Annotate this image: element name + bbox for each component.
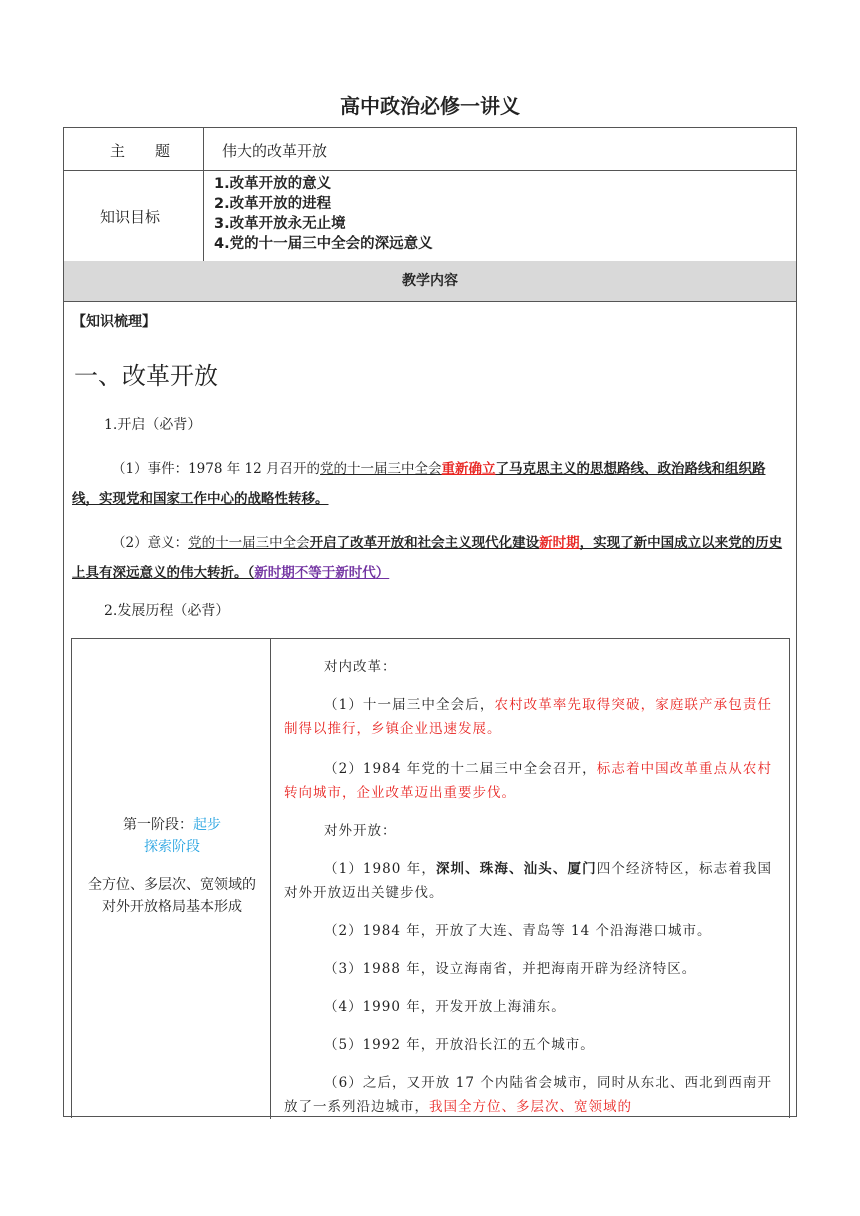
event-highlight: 重新确立	[441, 461, 496, 477]
domestic-1-highlight: 农村改革率先取得突破，家庭联产承包责任制得以推行，乡镇企业迅速发展。	[284, 697, 772, 737]
stage-description	[82, 814, 262, 928]
significance-lead: （2）意义：	[112, 535, 189, 551]
significance-bold-2: ，实现了新中国成立以来党的历史上具有深远意义的伟大转折。（	[72, 535, 783, 581]
foreign-1-lead: （1）1980 年，	[324, 861, 436, 877]
subheading-history: 2.发展历程（必背）	[104, 603, 230, 619]
objective-item: 1.改革开放的意义	[214, 176, 332, 192]
objective-item: 2.改革开放的进程	[214, 196, 332, 212]
foreign-6-lead: （6）之后，又开放 17 个内陆省会城市，同时从东北、西北到西南开放了一系列沿边城市，	[284, 1075, 772, 1115]
event-name: 党的十一届三中全会	[320, 461, 442, 477]
page-title: 高中政治必修一讲义	[340, 94, 520, 118]
objective-item: 4.党的十一届三中全会的深远意义	[214, 236, 433, 252]
event-rest: 了马克思主义的思想路线、政治路线和组织路线，实现党和国家工作中心的战略性转移。	[72, 461, 766, 507]
foreign-item-1	[284, 857, 772, 905]
stage-name: 起步	[193, 817, 221, 833]
objective-item: 3.改革开放永无止境	[214, 216, 346, 232]
foreign-item-6	[284, 1071, 772, 1119]
teaching-content-label: 教学内容	[402, 273, 458, 289]
foreign-1-rest: 四个经济特区，标志着我国对外开放迈出关键步伐。	[284, 861, 772, 901]
significance-event: 党的十一届三中全会	[188, 535, 310, 551]
domestic-title: 对内改革：	[324, 659, 397, 675]
stage-table	[71, 638, 790, 1118]
paragraph-significance	[72, 528, 792, 588]
topic-value: 伟大的改革开放	[222, 142, 328, 160]
foreign-item-4: （4）1990 年，开发开放上海浦东。	[324, 999, 566, 1015]
domestic-item-1	[284, 693, 772, 741]
objectives-list	[214, 174, 433, 254]
row-divider	[64, 170, 796, 171]
column-divider	[203, 128, 204, 261]
subheading-start: 1.开启（必背）	[104, 417, 202, 433]
domestic-2-lead: （2）1984 年党的十二届三中全会召开，	[324, 761, 597, 777]
stage-prefix: 第一阶段：	[123, 817, 193, 833]
teaching-content-row	[64, 261, 796, 301]
paragraph-event	[72, 454, 792, 514]
foreign-1-cities: 深圳、珠海、汕头、厦门	[435, 861, 597, 877]
significance-close: ）	[375, 565, 390, 581]
foreign-item-2: （2）1984 年，开放了大连、青岛等 14 个沿海港口城市。	[324, 923, 712, 939]
foreign-title: 对外开放：	[324, 823, 397, 839]
significance-bold-1: 开启了改革开放和社会主义现代化建设	[309, 535, 540, 551]
domestic-2-highlight: 标志着中国改革重点从农村转向城市，企业改革迈出重要步伐。	[284, 761, 772, 801]
stage-summary: 全方位、多层次、宽领域的对外开放格局基本形成	[88, 877, 256, 915]
event-lead: （1）事件：1978 年 12 月召开的	[112, 461, 320, 477]
significance-highlight: 新时期	[539, 535, 580, 551]
domestic-1-lead: （1）十一届三中全会后，	[324, 697, 495, 713]
knowledge-tag: 【知识梳理】	[72, 314, 156, 330]
significance-note: 新时期不等于新时代	[254, 565, 376, 581]
foreign-6-highlight: 我国全方位、多层次、宽领域的	[429, 1099, 632, 1115]
objectives-label: 知识目标	[100, 208, 161, 226]
foreign-item-5: （5）1992 年，开放沿长江的五个城市。	[324, 1037, 595, 1053]
section-title: 一、改革开放	[74, 362, 218, 390]
lecture-table	[63, 127, 797, 1117]
stage-name-cont: 探索阶段	[144, 839, 200, 855]
foreign-item-3: （3）1988 年，设立海南省，并把海南开辟为经济特区。	[324, 961, 697, 977]
domestic-item-2	[284, 757, 772, 805]
stage-cell	[72, 639, 271, 1119]
row-divider	[64, 301, 796, 302]
topic-label: 主 题	[110, 142, 171, 160]
